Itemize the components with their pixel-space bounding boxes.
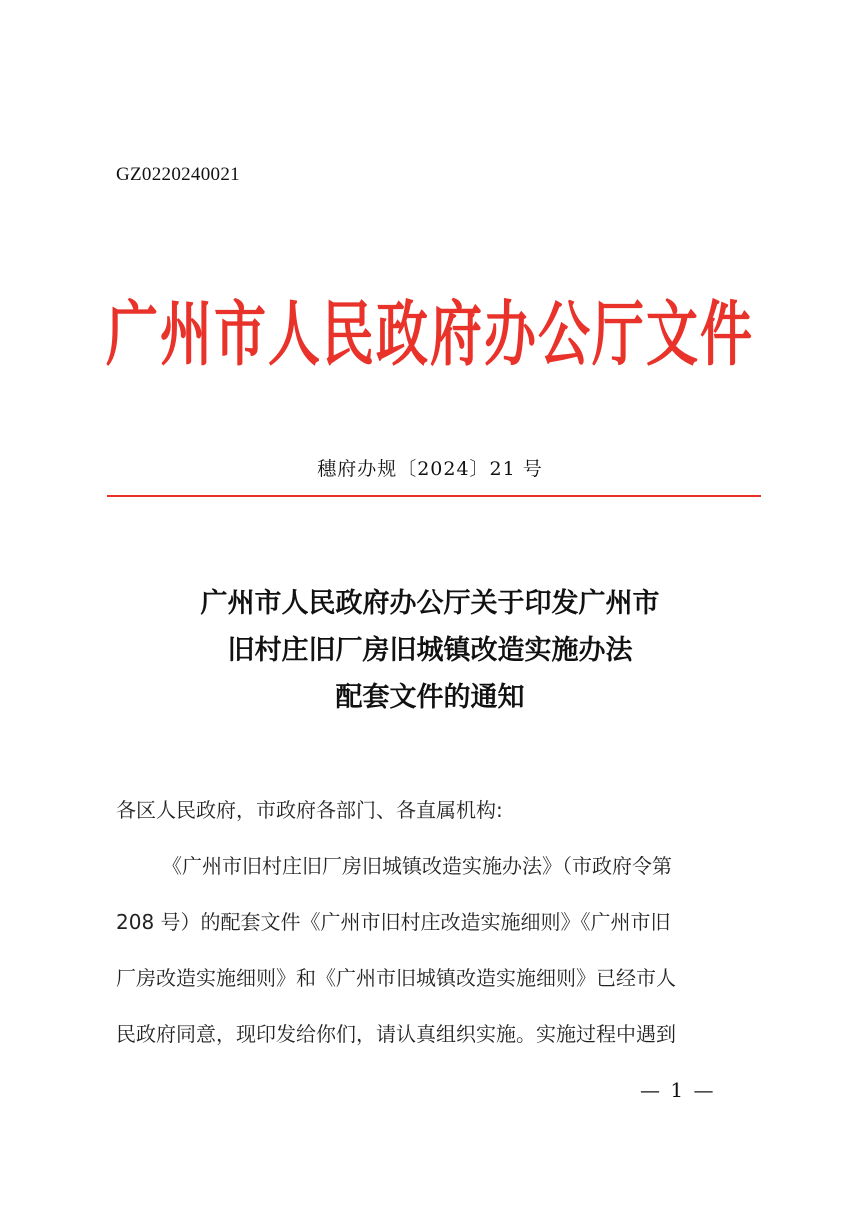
title-line: 旧村庄旧厂房旧城镇改造实施办法 [227, 635, 633, 666]
body-line: 《广州市旧村庄旧厂房旧城镇改造实施办法》（市政府令第 [162, 854, 672, 878]
salutation: 各区人民政府，市政府各部门、各直属机构: [116, 798, 503, 822]
body-line: 208 号）的配套文件《广州市旧村庄改造实施细则》《广州市旧 [116, 910, 671, 934]
issue-number: 穗府办规〔2024〕21 号 [317, 458, 543, 480]
title-line: 配套文件的通知 [335, 682, 525, 713]
document-body [116, 782, 756, 1062]
page-number: — 1 — [640, 1078, 716, 1102]
title-line: 广州市人民政府办公厅关于印发广州市 [200, 588, 660, 619]
document-title [0, 580, 860, 721]
masthead-title: 广州市人民政府办公厅文件 [105, 293, 754, 376]
body-line: 厂房改造实施细则》和《广州市旧城镇改造实施细则》已经市人 [116, 966, 676, 990]
red-divider-line [107, 495, 761, 497]
body-line: 民政府同意，现印发给你们，请认真组织实施。实施过程中遇到 [116, 1022, 676, 1046]
document-code: GZ0220240021 [116, 164, 240, 185]
